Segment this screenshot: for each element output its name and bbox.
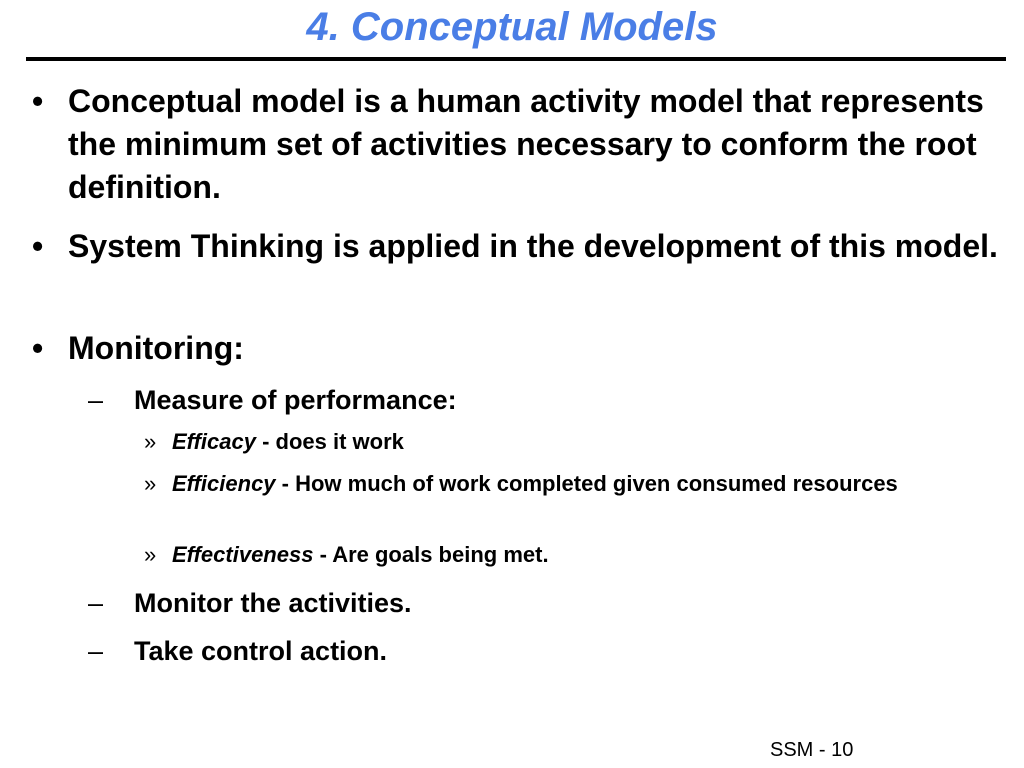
sub-item-text: Measure of performance: [134,385,457,415]
measure-term: Efficiency [172,471,276,496]
measure-description: - How much of work completed given consumed resources [275,471,898,496]
sub-item-text: Take control action. [134,636,388,666]
dash-marker: – [88,588,104,618]
measure-description: - Are goals being met. [313,542,549,567]
sub-item [88,586,994,620]
sub-item [88,634,994,668]
sub-item-text: Monitor the activities. [134,588,412,618]
raquo-marker: » [144,542,157,567]
sub-item [88,383,994,417]
slide-footer: SSM - 10 [770,739,854,761]
bullet-item [32,327,998,370]
measure-description: - does it work [255,429,404,454]
raquo-marker: » [144,429,157,454]
bullet-item [32,80,998,209]
dash-marker: – [88,636,104,666]
bullet-text: Monitoring: [68,330,244,366]
bullet-text: Conceptual model is a human activity model that represents the minimum set of activities necessary to conform the root definition. [68,83,984,205]
raquo-marker: » [144,471,157,496]
measure-term: Effectiveness [172,542,314,567]
measure-item [144,540,992,570]
measure-item [144,427,992,457]
bullet-marker: • [32,330,44,366]
dash-marker: – [88,385,104,415]
bullet-item [32,225,998,268]
bullet-text: System Thinking is applied in the development of this model. [68,228,998,264]
measure-item [144,469,992,499]
slide-title: 4. Conceptual Models [306,5,718,49]
measure-term: Efficacy [172,429,256,454]
bullet-marker: • [32,228,44,264]
bullet-marker: • [32,83,44,119]
